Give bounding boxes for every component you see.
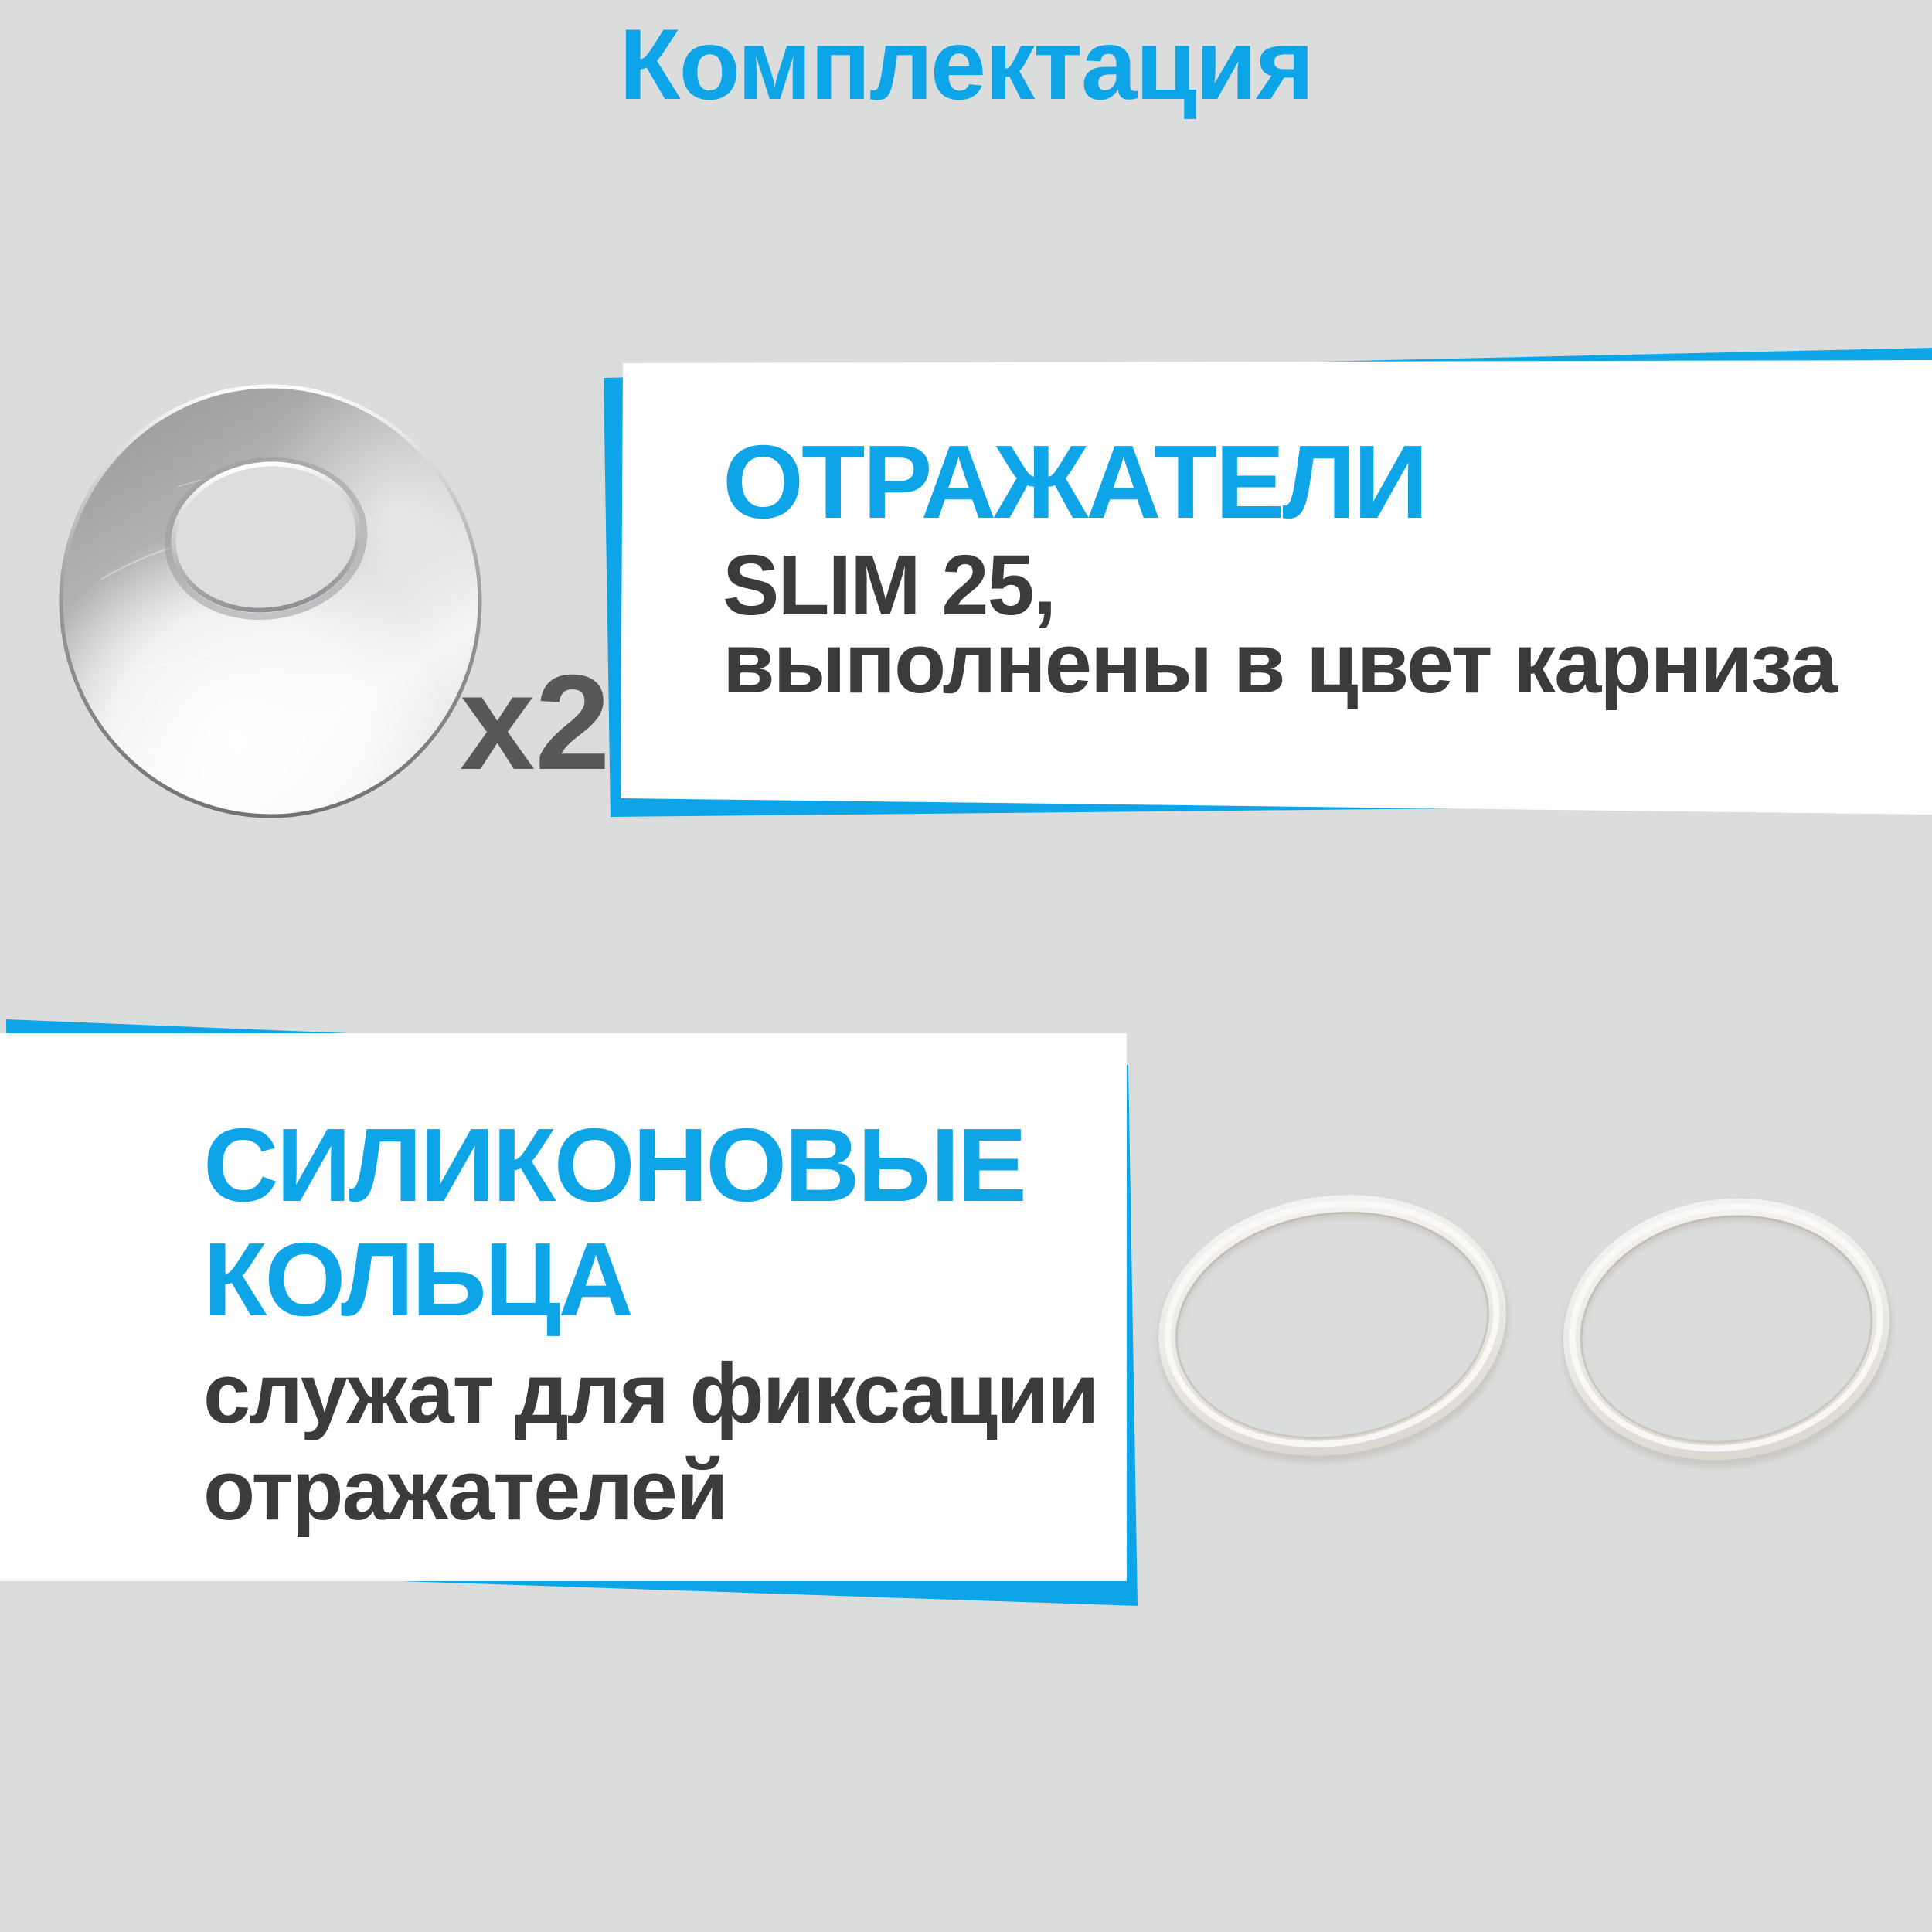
reflectors-count-label: x2 — [460, 648, 611, 798]
rings-card-desc-line1: служат для фиксации — [203, 1346, 1098, 1441]
rings-card-title-line1: СИЛИКОНОВЫЕ — [203, 1107, 1025, 1223]
silicone-rings-photo — [1121, 1159, 1932, 1507]
reflectors-card-title: ОТРАЖАТЕЛИ — [723, 423, 1427, 540]
reflectors-card-subtitle-line2: выполнены в цвет карниза — [723, 616, 1836, 711]
page-title: Комплектация — [619, 8, 1313, 121]
reflector-photo — [31, 348, 526, 842]
silicone-ring-2 — [1553, 1185, 1900, 1479]
silicone-ring-1 — [1148, 1180, 1517, 1477]
rings-card-title-line2: КОЛЬЦА — [203, 1221, 631, 1338]
rings-card-desc-line2: отражателей — [203, 1443, 727, 1538]
reflectors-card-subtitle-line1: SLIM 25, — [723, 538, 1056, 633]
